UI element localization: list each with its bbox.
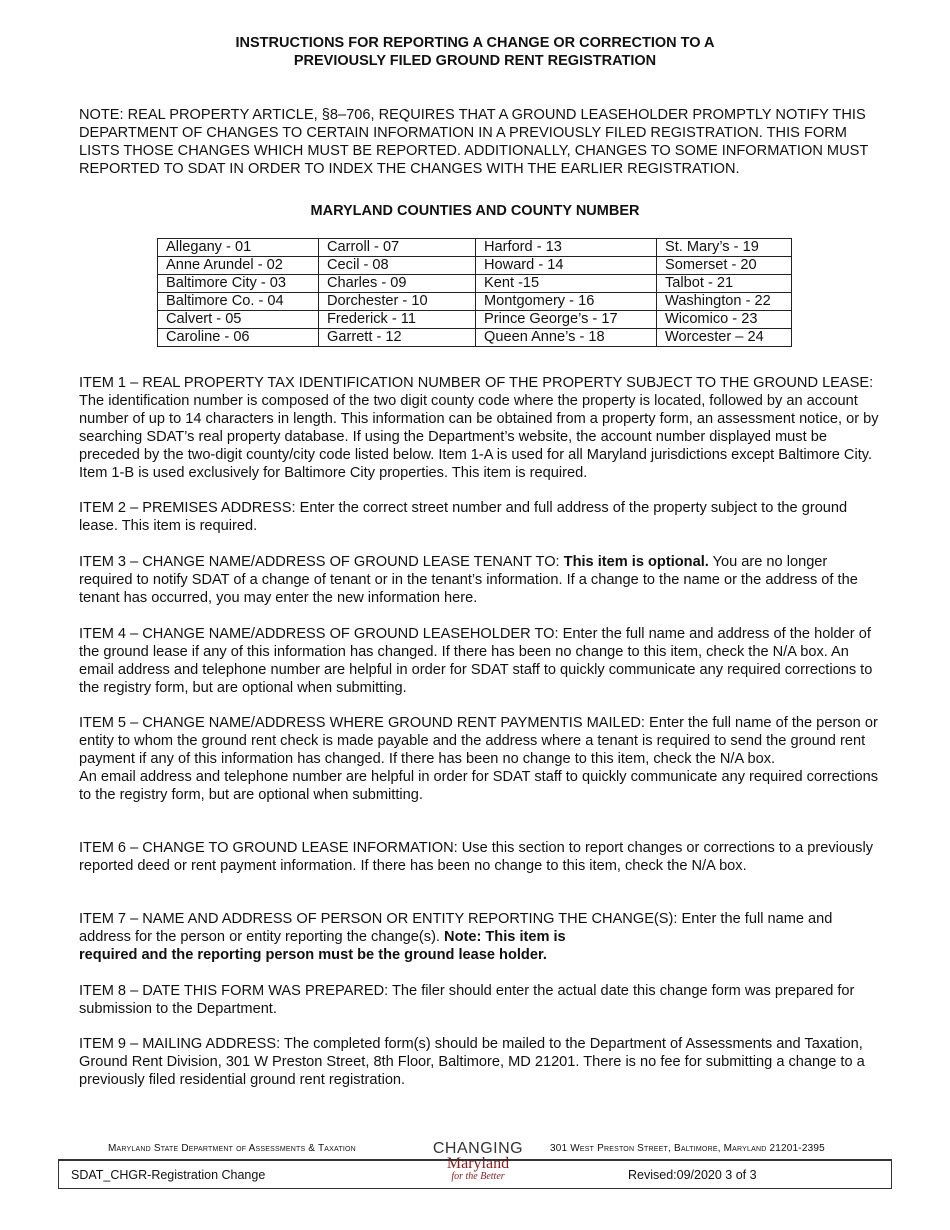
counties-table (157, 238, 792, 347)
county-cell: Montgomery - 16 (476, 293, 657, 311)
county-cell: Prince George’s - 17 (476, 311, 657, 329)
footer-bottom-rule (58, 1188, 892, 1189)
item-3-text-a: ITEM 3 – CHANGE NAME/ADDRESS OF GROUND LEASE TENANT TO: (79, 554, 564, 570)
title-line-1: INSTRUCTIONS FOR REPORTING A CHANGE OR CORRECTION TO A (235, 35, 715, 51)
county-cell: Allegany - 01 (158, 239, 319, 257)
county-cell: Carroll - 07 (319, 239, 476, 257)
footer-left-border (58, 1160, 59, 1188)
footer-agency: Maryland State Department of Assessments & Taxation (108, 1143, 356, 1154)
table-row (158, 239, 792, 257)
counties-table-title: MARYLAND COUNTIES AND COUNTY NUMBER (310, 203, 640, 219)
maryland-logo (428, 1140, 528, 1182)
item-7-note-b: required and the reporting person must be the ground lease holder. (79, 947, 547, 963)
logo-maryland-text: Maryland (446, 1155, 510, 1172)
county-cell: St. Mary’s - 19 (657, 239, 792, 257)
item-2-paragraph: ITEM 2 – PREMISES ADDRESS: Enter the correct street number and full address of the property subject to the ground lease. This item is required. (79, 500, 848, 534)
item-7-text: ITEM 7 – NAME AND ADDRESS OF PERSON OR ENTITY REPORTING THE CHANGE(S): Enter the full name and address for the person or entity reporting the change(s). (79, 911, 833, 945)
county-cell: Frederick - 11 (319, 311, 476, 329)
county-cell: Queen Anne’s - 18 (476, 329, 657, 347)
item-1-paragraph: ITEM 1 – REAL PROPERTY TAX IDENTIFICATION NUMBER OF THE PROPERTY SUBJECT TO THE GROUND LEASE: The identification number is composed of the two digit county code where the property is located, followed by an account number of up to 14 characters in length. This information can be obtained from a property form, an assessment notice, or by searching SDAT’s real property database. If using the Department’s website, the account number displayed must be preceded by the two-digit county/city code listed below. Item 1-A is used for all Maryland jurisdictions except Baltimore City. Item 1-B is used exclusively for Baltimore City properties. This item is required. (79, 375, 879, 481)
page-title (0, 34, 950, 70)
county-cell: Baltimore Co. - 04 (158, 293, 319, 311)
county-cell: Dorchester - 10 (319, 293, 476, 311)
footer-revised-page: Revised:09/2020 3 of 3 (628, 1168, 757, 1182)
footer-top-rule (58, 1159, 892, 1161)
county-cell: Kent -15 (476, 275, 657, 293)
item-3-text-b: You are no longer required to notify SDAT of a change of tenant or in the tenant’s information. If a change to the name or the address of the tenant has occurred, you may enter the new information here. (79, 554, 858, 606)
county-cell: Garrett - 12 (319, 329, 476, 347)
item-9-paragraph: ITEM 9 – MAILING ADDRESS: The completed form(s) should be mailed to the Department of Assessments and Taxation, Ground Rent Division, 301 W Preston Street, 8th Floor, Baltimore, MD 21201. There is no fee for submitting a change to a previously filed residential ground rent registration. (79, 1036, 865, 1088)
county-cell: Caroline - 06 (158, 329, 319, 347)
footer-right-border (891, 1160, 892, 1188)
table-row (158, 311, 792, 329)
table-row (158, 329, 792, 347)
county-cell: Wicomico - 23 (657, 311, 792, 329)
page-footer (58, 1140, 892, 1190)
footer-address: 301 West Preston Street, Baltimore, Maryland 21201-2395 (550, 1143, 825, 1154)
county-cell: Cecil - 08 (319, 257, 476, 275)
item-4-paragraph: ITEM 4 – CHANGE NAME/ADDRESS OF GROUND LEASEHOLDER TO: Enter the full name and address of the holder of the ground lease if any of this information has changed. If there has been no change to this item, check the N/A box. An email address and telephone number are helpful in order for SDAT staff to quickly communicate any required corrections to the registry form, but are optional when submitting. (79, 626, 873, 696)
logo-changing-text: CHANGING (432, 1140, 524, 1157)
title-line-2: PREVIOUSLY FILED GROUND RENT REGISTRATION (293, 53, 657, 69)
item-5-text-b: An email address and telephone number are helpful in order for SDAT staff to quickly communicate any required corrections to the registry form, but are optional when submitting. (79, 769, 879, 803)
table-row (158, 293, 792, 311)
county-cell: Baltimore City - 03 (158, 275, 319, 293)
item-3-optional-note: This item is optional. (563, 554, 709, 570)
item-8-paragraph: ITEM 8 – DATE THIS FORM WAS PREPARED: The filer should enter the actual date this change form was prepared for submission to the Department. (79, 983, 855, 1017)
item-7-paragraph (79, 910, 879, 964)
footer-form-name: SDAT_CHGR-Registration Change (71, 1168, 266, 1182)
county-cell: Worcester – 24 (657, 329, 792, 347)
item-6-paragraph: ITEM 6 – CHANGE TO GROUND LEASE INFORMATION: Use this section to report changes or corrections to a previously reported deed or rent payment information. If there has been no change to this item, check the N/A box. (79, 840, 873, 874)
county-cell: Anne Arundel - 02 (158, 257, 319, 275)
county-cell: Somerset - 20 (657, 257, 792, 275)
item-7-note-a: Note: This item is (444, 929, 566, 945)
logo-tagline-text: for the Better (451, 1171, 505, 1182)
item-5-paragraph (79, 714, 879, 804)
item-5-text-a: ITEM 5 – CHANGE NAME/ADDRESS WHERE GROUND RENT PAYMENTIS MAILED: Enter the full name of the person or entity to whom the ground rent check is made payable and the address where a tenant is required to send the ground rent payment if any of this information has changed. If there has been no change to this item, check the N/A box. (79, 715, 878, 767)
item-3-paragraph (79, 553, 879, 607)
table-row (158, 257, 792, 275)
county-cell: Charles - 09 (319, 275, 476, 293)
county-cell: Calvert - 05 (158, 311, 319, 329)
note-paragraph: NOTE: REAL PROPERTY ARTICLE, §8–706, REQUIRES THAT A GROUND LEASEHOLDER PROMPTLY NOTIFY THIS DEPARTMENT OF CHANGES TO CERTAIN INFORMATION IN A PREVIOUSLY FILED REGISTRATION. THIS FORM LISTS THOSE CHANGES WHICH MUST BE REPORTED. ADDITIONALLY, CHANGES TO SOME INFORMATION MUST REPORTED TO SDAT IN ORDER TO INDEX THE CHANGES WITH THE EARLIER REGISTRATION. (79, 107, 869, 177)
county-cell: Talbot - 21 (657, 275, 792, 293)
county-cell: Howard - 14 (476, 257, 657, 275)
table-row (158, 275, 792, 293)
county-cell: Harford - 13 (476, 239, 657, 257)
county-cell: Washington - 22 (657, 293, 792, 311)
